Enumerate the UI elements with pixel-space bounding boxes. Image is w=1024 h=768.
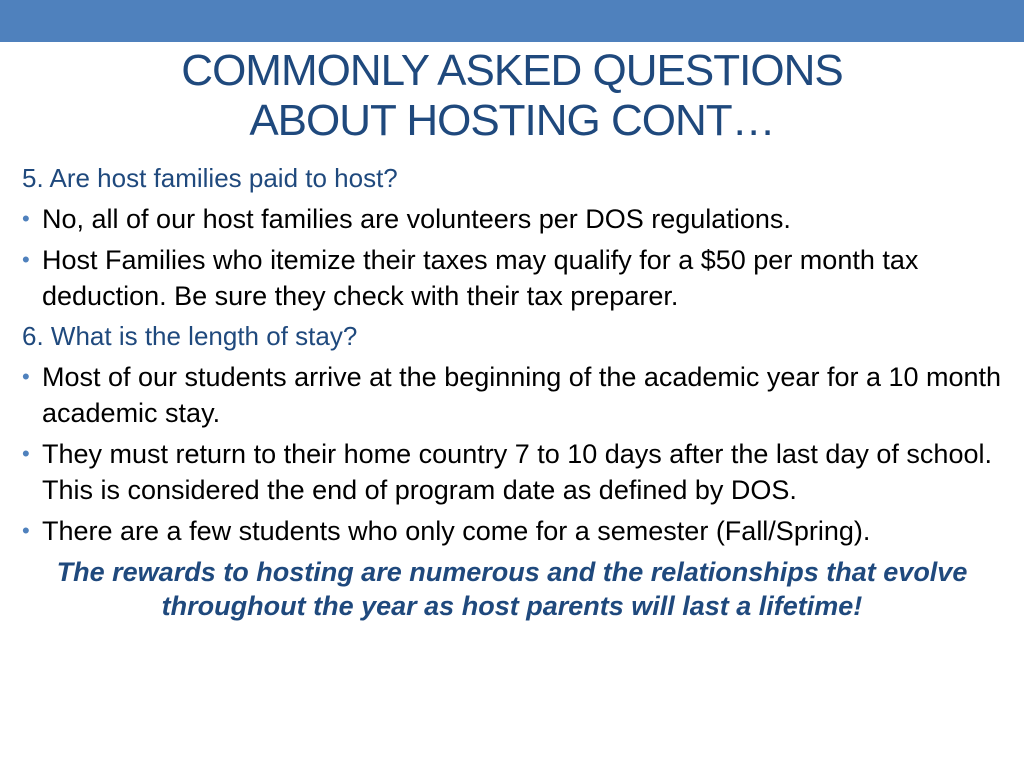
question-5: 5. Are host families paid to host? — [22, 163, 398, 193]
bullet-icon: • — [22, 364, 30, 389]
question-6: 6. What is the length of stay? — [22, 321, 358, 351]
closing-statement: The rewards to hosting are numerous and the relationships that evolve throughout the year as host parents will last a lifetime! — [56, 557, 968, 621]
bullet-item — [22, 513, 1018, 549]
bullet-icon: • — [22, 247, 30, 272]
bullet-icon: • — [22, 441, 30, 466]
bullet-text: Host Families who itemize their taxes may qualify for a $50 per month tax deduction. Be sure they check with their tax preparer. — [42, 245, 919, 311]
top-accent-bar — [0, 0, 1024, 42]
slide-title-line-2: ABOUT HOSTING CONT… — [249, 96, 775, 145]
bullet-icon: • — [22, 206, 30, 231]
bullet-item — [22, 359, 1018, 431]
bullet-text: They must return to their home country 7 to 10 days after the last day of school. This is considered the end of program date as defined by DOS. — [42, 439, 992, 505]
bullet-icon: • — [22, 518, 30, 543]
bullet-text: Most of our students arrive at the beginning of the academic year for a 10 month academic stay. — [42, 362, 1002, 428]
bullet-item — [22, 201, 1018, 237]
slide-title — [60, 46, 964, 146]
bullet-item — [22, 242, 1018, 314]
bullet-item — [22, 436, 1018, 508]
slide-title-line-1: COMMONLY ASKED QUESTIONS — [181, 46, 843, 95]
bullet-text: There are a few students who only come for a semester (Fall/Spring). — [42, 516, 871, 546]
bullet-text: No, all of our host families are volunteers per DOS regulations. — [42, 204, 791, 234]
slide-body — [22, 160, 1018, 623]
